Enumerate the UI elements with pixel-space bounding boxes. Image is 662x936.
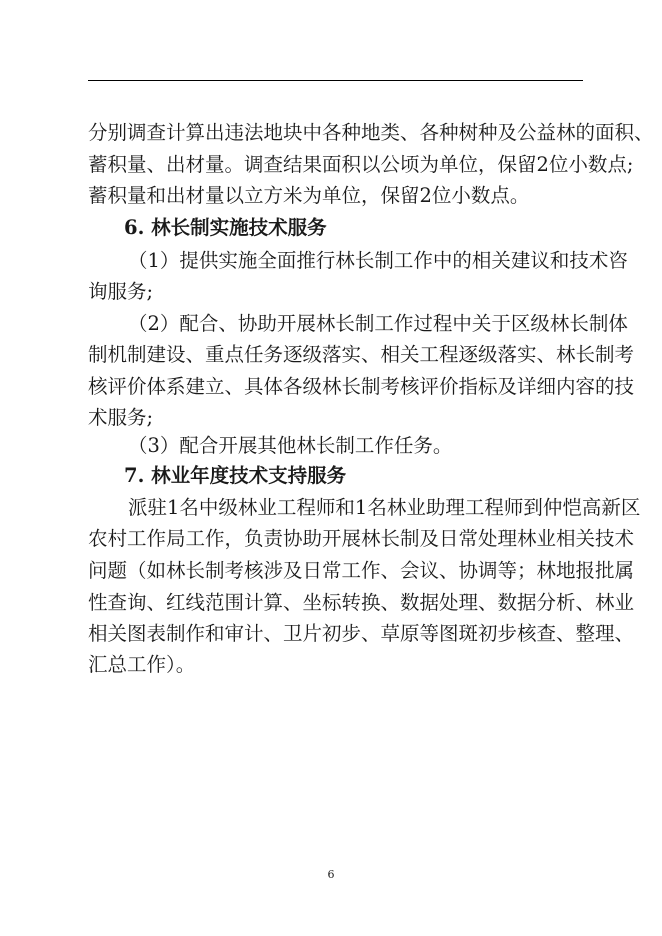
text-line: 术服务; xyxy=(88,406,154,429)
section-heading-7: 7. 林业年度技术支持服务 xyxy=(124,464,347,487)
text-line: 性查询、红线范围计算、坐标转换、数据处理、数据分析、林业 xyxy=(88,591,635,614)
text-line: 相关图表制作和审计、卫片初步、草原等图斑初步核查、整理、 xyxy=(88,622,635,645)
text-line: 问题（如林长制考核涉及日常工作、会议、协调等；林地报批属 xyxy=(88,559,635,582)
page-number: 6 xyxy=(327,868,335,881)
text-line: （1）提供实施全面推行林长制工作中的相关建议和技术咨 xyxy=(128,249,628,272)
header-rule xyxy=(88,80,583,81)
text-line: （3）配合开展其他林长制工作任务。 xyxy=(128,434,453,457)
section-heading-6: 6. 林长制实施技术服务 xyxy=(124,216,327,239)
text-line: 制机制建设、重点任务逐级落实、相关工程逐级落实、林长制考 xyxy=(88,343,635,366)
text-line: 核评价体系建立、具体各级林长制考核评价指标及详细内容的技 xyxy=(88,375,635,398)
text-line: 蓄积量和出材量以立方米为单位，保留2位小数点。 xyxy=(88,184,530,207)
text-line: 派驻1名中级林业工程师和1名林业助理工程师到仲恺高新区 xyxy=(128,496,641,519)
text-line: 农村工作局工作，负责协助开展林长制及日常处理林业相关技术 xyxy=(88,527,635,550)
text-line: 询服务; xyxy=(88,280,154,303)
text-line: 分别调查计算出违法地块中各种地类、各种树种及公益林的面积、 xyxy=(88,121,654,144)
text-line: 蓄积量、出材量。调查结果面积以公顷为单位，保留2位小数点; xyxy=(88,153,634,176)
text-line: （2）配合、协助开展林长制工作过程中关于区级林长制体 xyxy=(128,312,628,335)
text-line: 汇总工作）。 xyxy=(88,653,196,676)
